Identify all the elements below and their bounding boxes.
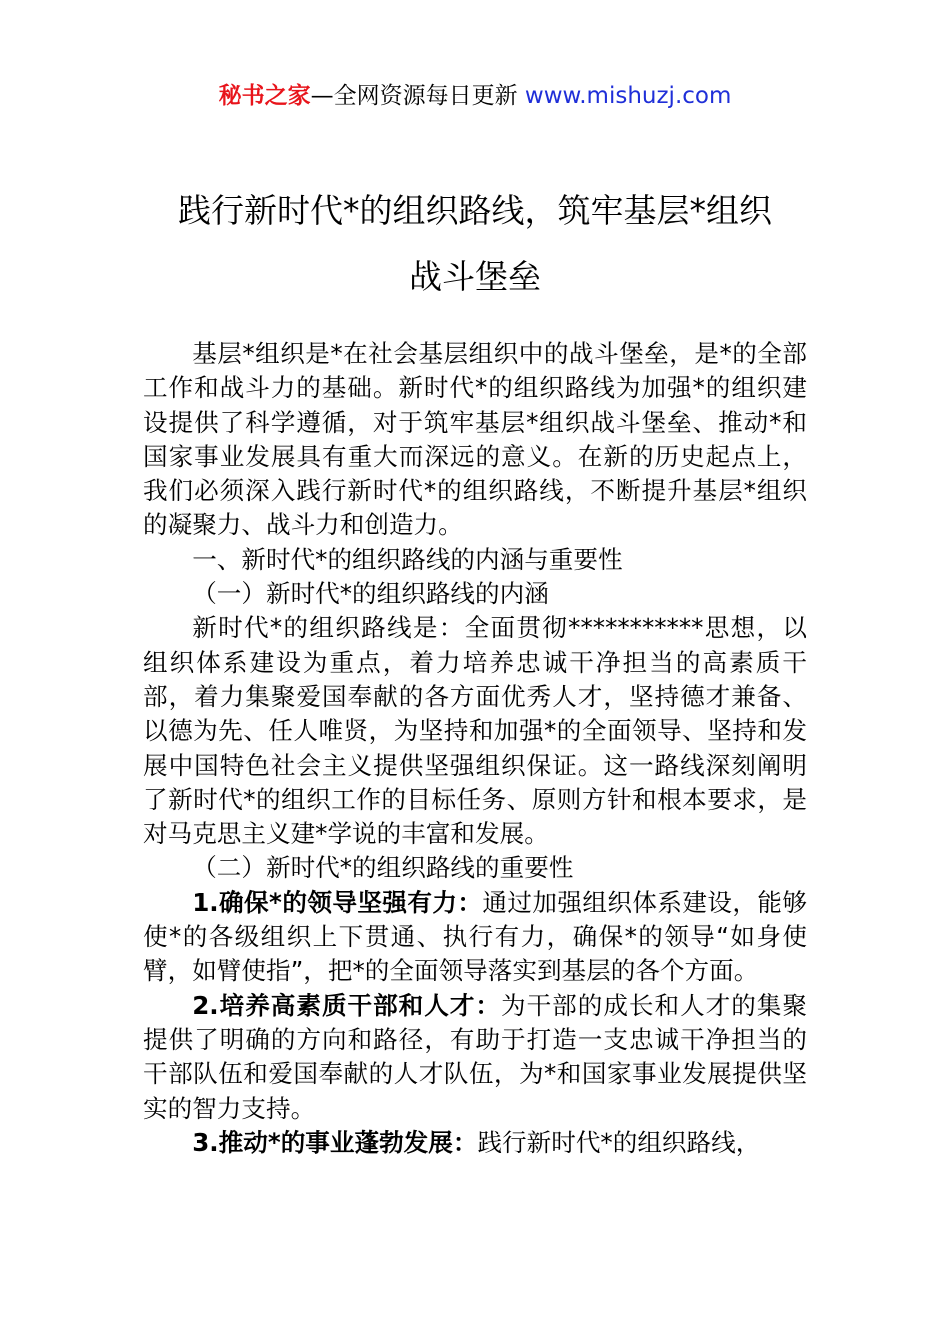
intro-paragraph: 基层*组织是*在社会基层组织中的战斗堡垒，是*的全部工作和战斗力的基础。新时代*的组织路线为加强*的组织建设提供了科学遵循，对于筑牢基层*组织战斗堡垒、推动*和国家事业发展具有重大而深远的意义。在新的历史起点上，我们必须深入践行新时代*的组织路线，不断提升基层*组织的凝聚力、战斗力和创造力。 bbox=[143, 339, 807, 540]
document-body bbox=[143, 337, 807, 1160]
site-url-link[interactable]: www.mishuzj.com bbox=[524, 83, 732, 109]
subsection-heading-1: （一）新时代*的组织路线的内涵 bbox=[192, 579, 549, 609]
title-line-2: 战斗堡垒 bbox=[409, 257, 541, 296]
point-2-paragraph bbox=[143, 989, 807, 1126]
subsection-heading-2: （二）新时代*的组织路线的重要性 bbox=[192, 853, 574, 883]
point-3-body: 践行新时代*的组织路线， bbox=[477, 1127, 761, 1157]
site-tagline: —全网资源每日更新 bbox=[310, 83, 525, 109]
point-1-paragraph bbox=[143, 886, 807, 989]
point-3-paragraph bbox=[143, 1126, 807, 1160]
point-2-title: 2.培养高素质干部和人才： bbox=[192, 990, 502, 1020]
title-line-1: 践行新时代*的组织路线，筑牢基层*组织 bbox=[178, 191, 772, 230]
section-heading-1: 一、新时代*的组织路线的内涵与重要性 bbox=[192, 544, 623, 574]
point-1-title: 1.确保*的领导坚强有力： bbox=[192, 887, 483, 917]
site-header bbox=[0, 80, 950, 112]
subsection-1-paragraph: 新时代*的组织路线是：全面贯彻***********思想，以组织体系建设为重点，着力培养忠诚干净担当的高素质干部，着力集聚爱国奉献的各方面优秀人才，坚持德才兼备、以德为先、任人唯贤，为坚持和加强*的全面领导、坚持和发展中国特色社会主义提供坚强组织保证。这一路线深刻阐明了新时代*的组织工作的目标任务、原则方针和根本要求，是对马克思主义建*学说的丰富和发展。 bbox=[143, 613, 807, 849]
point-3-title: 3.推动*的事业蓬勃发展： bbox=[192, 1127, 478, 1157]
point-1-body: 通过加强组织体系建设，能够使*的各级组织上下贯通、执行有力，确保*的领导“如身使臂，如臂使指”，把*的全面领导落实到基层的各个方面。 bbox=[143, 887, 807, 986]
point-2-body: 为干部的成长和人才的集聚提供了明确的方向和路径，有助于打造一支忠诚干净担当的干部队伍和爱国奉献的人才队伍，为*和国家事业发展提供坚实的智力支持。 bbox=[143, 990, 807, 1123]
site-brand: 秘书之家 bbox=[218, 83, 311, 109]
document-title bbox=[0, 178, 950, 310]
